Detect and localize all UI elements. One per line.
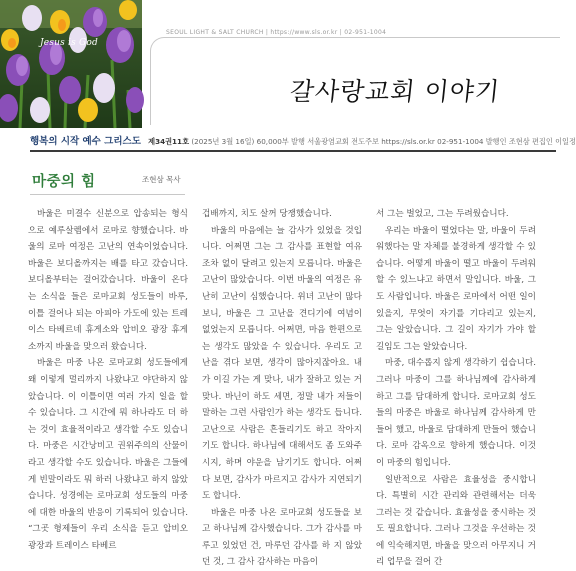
church-contact-line: SEOUL LIGHT & SALT CHURCH | https://www.sls.or.kr | 02-951-1004 bbox=[166, 29, 386, 36]
publication-info-line bbox=[30, 133, 556, 147]
paragraph: 일반적으로 사람은 효율성을 중시합니다. 특별히 시간 관리와 관련해서는 더욱 그러는 것 같습니다. 효율성을 중시하는 것도 필요합니다. 그러나 그것을 우선하는 것에 익숙해지면, 바울을 맞으러 아무지니 거리 업무을 걸어 간 bbox=[376, 472, 536, 571]
paragraph: 겁배까지, 치도 살꺼 당쟁했습니다. bbox=[202, 206, 362, 223]
paragraph: 바울은 마중 나온 로마교회 성도들에게 왜 이렇게 멀리까지 나왔냐고 야단하지 않았습니다. 이 이틀이면 여러 가지 일을 할 수 있습니다. 그 시간에 뭐 하나라도 더 하는 것이 효율적이라고 생각할 수도 있습니다. 마중은 시간낭비고 권위주의의 산물이라고 생각할 수도 있습니다. 바울은 그들에게 빈말이라도 뭐 하러 나왔냐고 하지 않았습니다. 성경에는 로마교회 성도들의 마중에 대한 바울의 반응이 기록되어 있습니다. “그곳 형제들이 우리 소식을 듣고 압비오 광장과 트레이스 타베르 bbox=[28, 355, 188, 554]
title-divider bbox=[30, 194, 185, 195]
paragraph: 서 그는 벌었고, 그는 두려웠습니다. bbox=[376, 206, 536, 223]
paragraph: 마중, 대수롭지 않게 생각하기 쉽습니다. 그러나 마중이 그를 하나님께에 감사하게 하고 그를 담대하게 합니다. 로마교회 성도들의 마중은 바울로 하나님께 감사하게 만들어 했고, 바울로 담대하게 만들어 했습니다. 로마 감옥으로 향하게 했습니다. 이것이 마중의 힘입니다. bbox=[376, 355, 536, 471]
paragraph: 우리는 바울이 떨었다는 말, 바울이 두려워했다는 말 자체를 불경하게 생각할 수 있습니다. 어떻게 바울이 떨고 바울이 두려워할 수 있느냐고 하면서 말입니다. 바울, 그도 사람입니다. 바울은 로마에서 어떤 일이 있을지, 무엇이 자기를 기다리고 있는지, 그는 알았습니다. 그 길이 자기가 가야 할 길임도 그는 알았습니다. bbox=[376, 223, 536, 356]
article-author: 조현삼 목사 bbox=[142, 174, 181, 185]
article-column-1 bbox=[28, 206, 188, 554]
photo-caption: Jesus is God bbox=[40, 38, 98, 48]
main-slogan: 행복의 시작 예수 그리스도 bbox=[30, 136, 141, 147]
paragraph: 바울은 미결수 신분으로 압송되는 형식으로 예루살렘에서 로마로 향했습니다. 바울의 로마 여정은 고난의 연속이었습니다. 바울은 보디올까지는 배를 타고 갔습니다. 보디올부터는 걸어갔습니다. 바울이 온다는 소식을 들은 로마교회 성도들이 바루, 이틀 걸어나 되는 아피아 가도에 있는 트레이스 타베르네 휴게소와 압비오 광장 휴게소까지 바울을 맞으러 왔습니다. bbox=[28, 206, 188, 355]
publisher-detail: https://sls.or.kr 02-951-1004 발행인 조현삼 편집인 이일정 bbox=[381, 137, 576, 146]
newsletter-title: 갈사랑교회 이야기 bbox=[288, 72, 502, 108]
paragraph: 바울의 마음에는 늘 감사가 있었을 것입니다. 어쩌면 그는 그 감사를 표현할 여유조차 없이 달려고 있는지 모릅니다. 바울은 고난이 많았습니다. 이번 바울의 여정은 유난히 고난이 심했습니다. 위녀 고난이 많다 보니, 바울은 그 고난을 견디기에 여념이 없었는지 모릅니다. 어쩌면, 마음 한편으로는 생각도 많았을 수 있습니다. 우리도 고난을 겪다 보면, 생각이 많아지잖아요. 내가 이길 가는 게 맞나, 내가 잘하고 있는 거 맞나. 바닌이 하도 세면, 정말 내가 저들이 말하는 그런 사람인가 하는 생각도 듭니다. 고난으로 사람은 흔들리기도 하고 작아지기도 합니다. 하나님에 대해서도 좀 도와주시지, 하며 야운을 남기기도 합니다. 어쩌다 보면, 감사가 마르지고 감사가 지연되기도 합니다. bbox=[202, 223, 362, 505]
issue-number: 제34권11호 bbox=[148, 137, 189, 146]
article-title: 마중의 힘 bbox=[32, 170, 96, 191]
article-column-3 bbox=[376, 206, 536, 571]
circulation: 60,000부 발행 서울광염교회 전도주보 bbox=[257, 137, 379, 146]
paragraph: 바울은 마중 나온 로마교회 성도들을 보고 하나님께 감사했습니다. 그가 감사를 마루고 있었던 건, 마루던 감사를 하 지 않았던 것, 그 감사 감사하는 마음이 bbox=[202, 505, 362, 571]
crocus-flowers-image bbox=[0, 0, 142, 128]
header-photo bbox=[0, 0, 142, 128]
article-column-2 bbox=[202, 206, 362, 571]
issue-date: (2025년 3월 16일) bbox=[191, 137, 254, 146]
header-divider bbox=[30, 150, 556, 152]
